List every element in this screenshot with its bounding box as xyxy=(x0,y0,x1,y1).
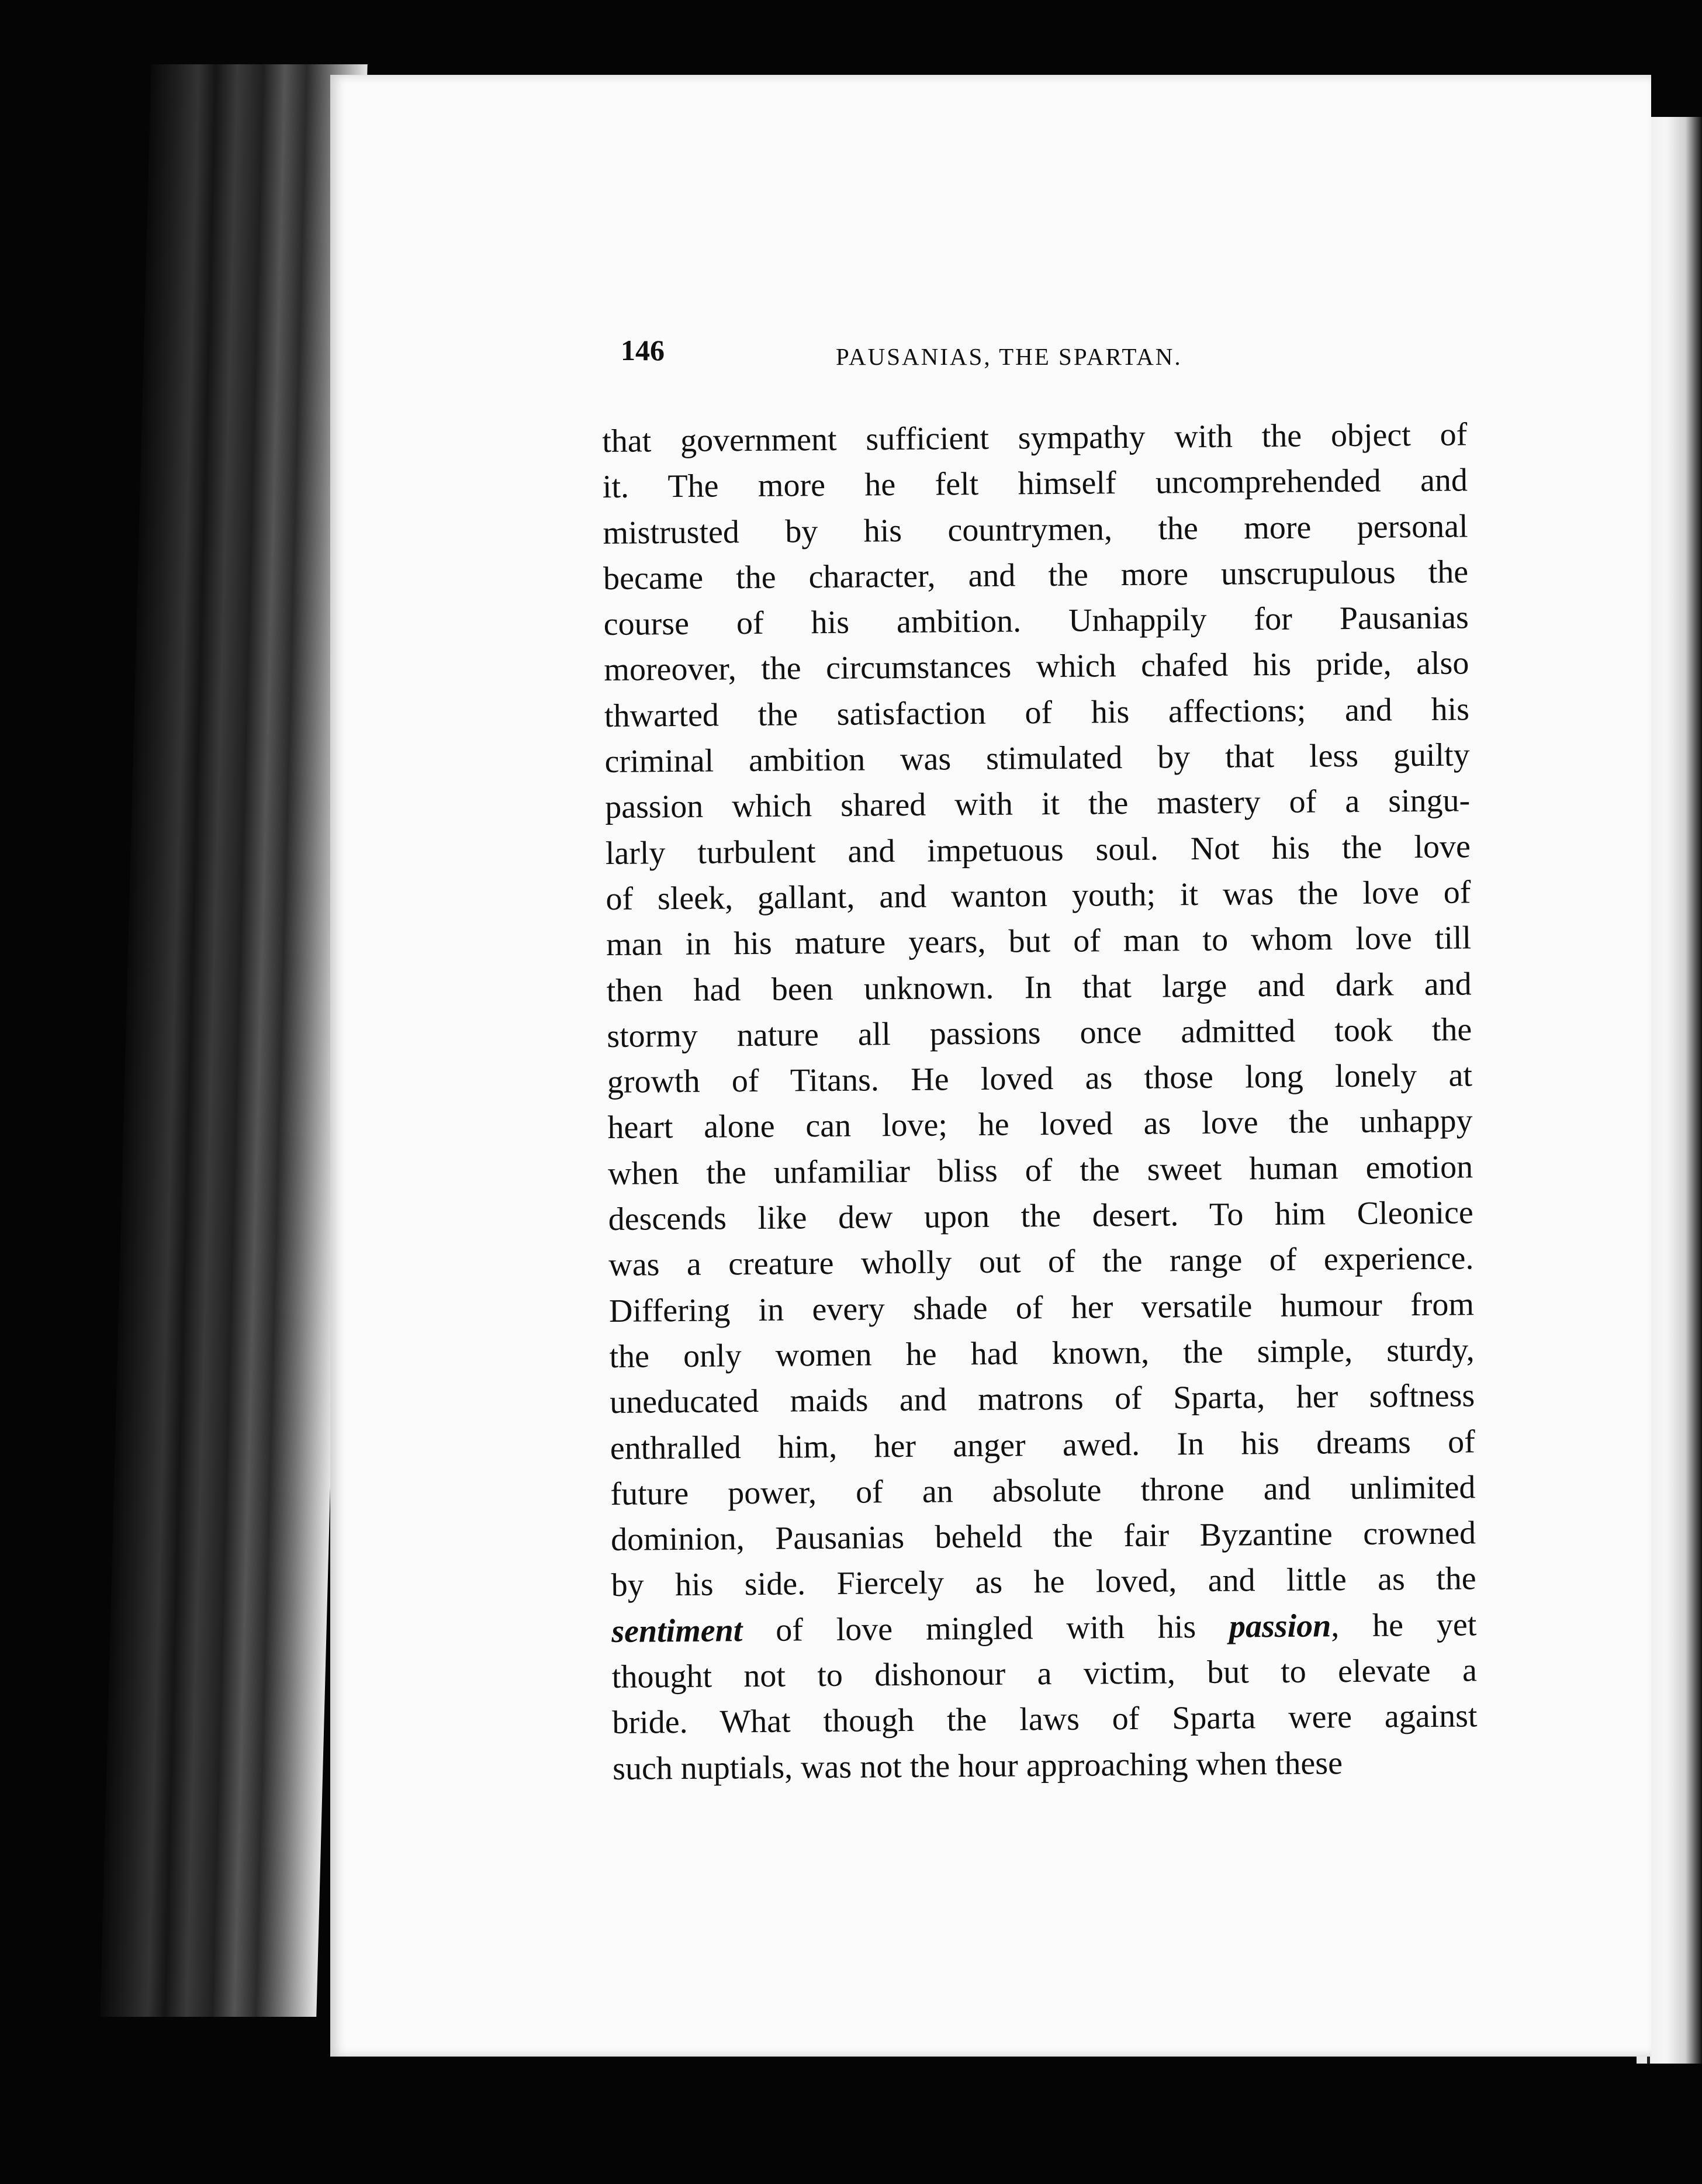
text-run: future power, of an absolute throne and unlimited xyxy=(610,1469,1476,1512)
text-line xyxy=(608,1190,1473,1242)
text-run: such nuptials, was not the hour approaching when these xyxy=(612,1744,1343,1787)
text-run: that government sufficient sympathy with the object of xyxy=(602,416,1468,459)
text-line xyxy=(610,1419,1476,1471)
text-line xyxy=(604,686,1470,739)
text-run: , he yet xyxy=(1331,1606,1477,1644)
text-run: when the unfamiliar bliss of the sweet human emotion xyxy=(607,1149,1473,1192)
text-line xyxy=(611,1602,1477,1654)
italic-word: sentiment xyxy=(611,1612,743,1650)
text-run: moreover, the circumstances which chafed his pride, also xyxy=(604,645,1469,689)
text-line xyxy=(607,1098,1473,1151)
text-run: larly turbulent and impetuous soul. Not his the love xyxy=(605,828,1471,872)
text-line xyxy=(602,412,1468,464)
text-line xyxy=(608,1144,1473,1197)
text-run: criminal ambition was stimulated by that less guilty xyxy=(604,737,1470,780)
text-line xyxy=(612,1694,1478,1746)
text-run: enthralled him, her anger awed. In his dreams of xyxy=(610,1423,1476,1467)
text-line xyxy=(610,1464,1476,1517)
text-run: of love mingled with his xyxy=(742,1608,1230,1649)
text-run: growth of Titans. He loved as those long lonely at xyxy=(607,1057,1473,1101)
text-line xyxy=(609,1327,1475,1380)
text-line xyxy=(607,1007,1472,1059)
text-line xyxy=(612,1647,1478,1700)
text-run: man in his mature years, but of man to whom love till xyxy=(606,920,1472,963)
body-text xyxy=(602,412,1478,1791)
page-number: 146 xyxy=(621,334,665,367)
text-line xyxy=(603,503,1468,556)
text-line xyxy=(611,1556,1476,1609)
text-line xyxy=(609,1281,1475,1334)
text-run: heart alone can love; he loved as love the unhappy xyxy=(607,1103,1473,1146)
text-run: passion which shared with it the mastery of a singu- xyxy=(604,782,1471,826)
text-run: the only women he had known, the simple, sturdy, xyxy=(609,1332,1475,1375)
running-head: PAUSANIAS, THE SPARTAN. xyxy=(836,343,1182,370)
text-line xyxy=(604,641,1469,693)
text-run: thought not to dishonour a victim, but to elevate a xyxy=(611,1652,1478,1695)
text-run: by his side. Fiercely as he loved, and little as the xyxy=(611,1560,1476,1604)
text-run: mistrusted by his countrymen, the more personal xyxy=(603,507,1468,551)
text-run: of sleek, gallant, and wanton youth; it was the love of xyxy=(606,874,1471,917)
text-run: became the character, and the more unscrupulous the xyxy=(603,554,1469,597)
text-line xyxy=(611,1510,1476,1563)
text-line xyxy=(604,732,1470,785)
text-run: stormy nature all passions once admitted took the xyxy=(607,1011,1472,1055)
text-run: it. The more he felt himself uncomprehended and xyxy=(602,462,1468,506)
text-line xyxy=(605,778,1471,831)
italic-word: passion xyxy=(1229,1607,1331,1645)
text-run: then had been unknown. In that large and dark and xyxy=(606,965,1472,1009)
text-run: uneducated maids and matrons of Sparta, her softness xyxy=(609,1377,1475,1421)
text-run: Differing in every shade of her versatile humour from xyxy=(608,1285,1475,1329)
text-line xyxy=(606,915,1472,968)
text-run: descends like dew upon the desert. To him Cleonice xyxy=(608,1194,1473,1238)
text-line xyxy=(606,869,1471,922)
book-page-edges xyxy=(100,64,367,2017)
text-run: dominion, Pausanias beheld the fair Byzantine crowned xyxy=(610,1515,1476,1558)
text-line xyxy=(606,961,1472,1014)
text-line xyxy=(608,1236,1474,1288)
text-run: course of his ambition. Unhappily for Pausanias xyxy=(603,599,1469,643)
text-run: bride. What though the laws of Sparta were against xyxy=(612,1698,1478,1741)
text-line xyxy=(606,824,1471,876)
text-run: was a creature wholly out of the range of experience. xyxy=(608,1240,1474,1284)
text-line xyxy=(603,595,1469,648)
text-line xyxy=(603,549,1469,602)
text-line xyxy=(607,1052,1473,1105)
text-run: thwarted the satisfaction of his affections; and his xyxy=(604,691,1470,734)
text-line xyxy=(610,1373,1475,1426)
text-line xyxy=(603,458,1468,510)
text-line xyxy=(613,1739,1478,1792)
